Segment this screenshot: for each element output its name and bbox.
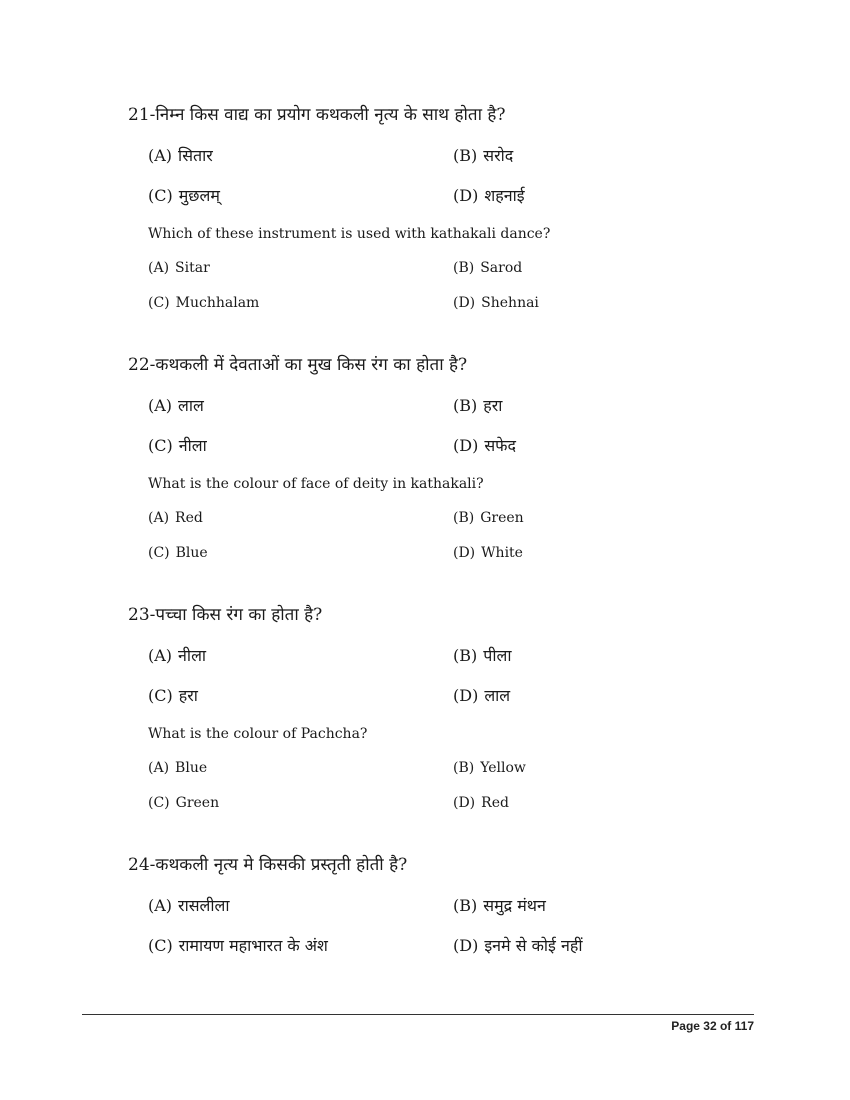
option-b-english: (B) Sarod	[453, 260, 523, 276]
option-d-hindi: (D) इनमे से कोई नहीं	[453, 936, 583, 955]
option-b-hindi: (B) हरा	[453, 396, 503, 415]
question-text-english: What is the colour of Pachcha?	[148, 726, 368, 742]
question-number: 22-	[128, 355, 156, 375]
option-b-hindi: (B) सरोद	[453, 146, 514, 165]
option-d-english: (D) White	[453, 545, 523, 561]
question-text-hindi: पच्चा किस रंग का होता है?	[155, 605, 323, 625]
option-c-english: (C) Blue	[148, 545, 208, 561]
question-number: 23-	[128, 605, 156, 625]
option-a-hindi: (A) रासलीला	[148, 896, 230, 915]
option-b-hindi: (B) समुद्र मंथन	[453, 896, 546, 915]
page-number: Page 32 of 117	[671, 1019, 754, 1033]
question-title	[128, 852, 407, 875]
option-c-hindi: (C) रामायण महाभारत के अंश	[148, 936, 328, 955]
option-d-hindi: (D) शहनाई	[453, 186, 525, 205]
question-title	[128, 602, 322, 625]
option-d-english: (D) Shehnai	[453, 295, 539, 311]
option-a-hindi: (A) लाल	[148, 396, 204, 415]
question-text-hindi: निम्न किस वाद्य का प्रयोग कथकली नृत्य के साथ होता है?	[155, 105, 506, 125]
option-a-english: (A) Sitar	[148, 260, 210, 276]
option-d-hindi: (D) सफेद	[453, 436, 516, 455]
option-d-hindi: (D) लाल	[453, 686, 511, 705]
option-a-english: (A) Blue	[148, 760, 208, 776]
option-d-english: (D) Red	[453, 795, 509, 811]
option-b-hindi: (B) पीला	[453, 646, 512, 665]
question-text-english: What is the colour of face of deity in kathakali?	[148, 476, 484, 492]
option-a-hindi: (A) नीला	[148, 646, 207, 665]
question-number: 21-	[128, 105, 156, 125]
question-text-hindi: कथकली नृत्य मे किसकी प्रस्तृती होती है?	[155, 855, 408, 875]
option-b-english: (B) Green	[453, 510, 524, 526]
question-title	[128, 352, 467, 375]
option-c-english: (C) Muchhalam	[148, 295, 260, 311]
option-c-hindi: (C) मुछलम्	[148, 186, 220, 205]
option-a-hindi: (A) सितार	[148, 146, 213, 165]
question-text-english: Which of these instrument is used with kathakali dance?	[148, 226, 551, 242]
option-c-hindi: (C) नीला	[148, 436, 207, 455]
footer-divider	[82, 1014, 754, 1015]
option-c-hindi: (C) हरा	[148, 686, 198, 705]
option-a-english: (A) Red	[148, 510, 203, 526]
option-c-english: (C) Green	[148, 795, 220, 811]
option-b-english: (B) Yellow	[453, 760, 526, 776]
question-title	[128, 102, 506, 125]
question-text-hindi: कथकली में देवताओं का मुख किस रंग का होता है?	[155, 355, 468, 375]
question-number: 24-	[128, 855, 156, 875]
